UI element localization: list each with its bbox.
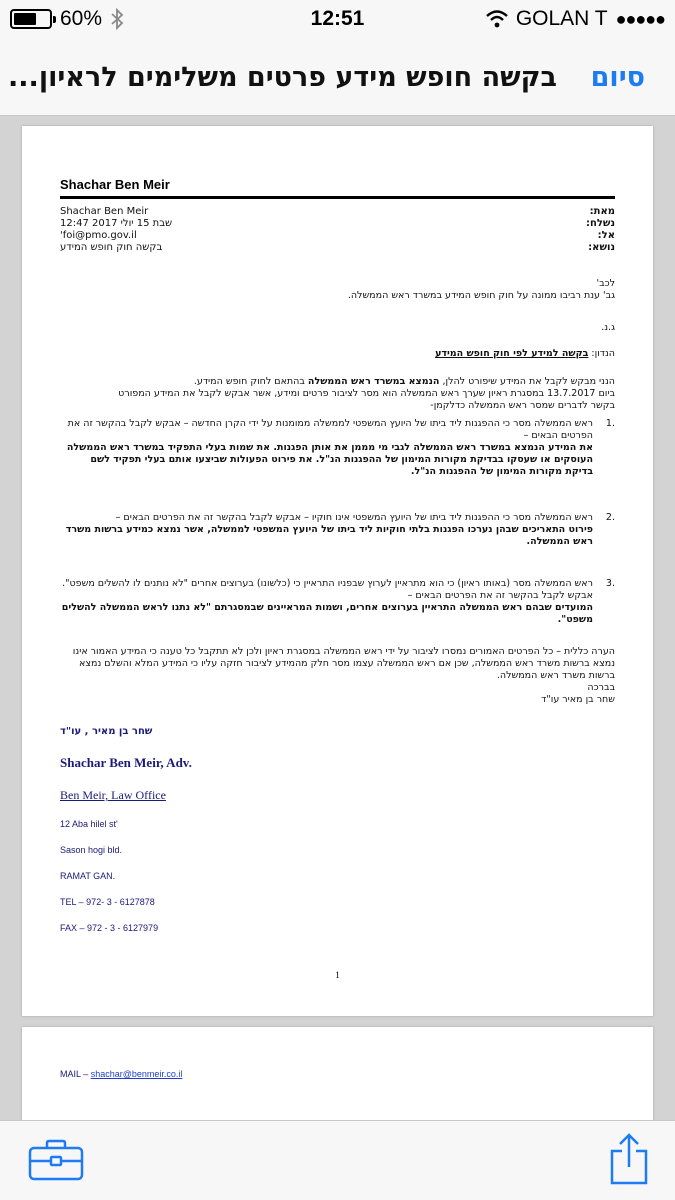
- item-number: .2: [605, 512, 615, 523]
- intro-line-2: ביום 13.7.2017 במסגרת ראיון שערך ראש הממשלה הוא מסר לציבור פרטים ומידע, אשר אבקש לקבל את המידע המפורט: [118, 388, 615, 399]
- signed-by: שחר בן מאיר עו"ד: [541, 694, 615, 705]
- letter-greeting: [60, 278, 615, 302]
- signature-name: Shachar Ben Meir, Adv.: [60, 755, 192, 770]
- subject-line: [60, 348, 615, 360]
- bottom-toolbar: [0, 1120, 675, 1200]
- item-bold: פירוט התאריכים שבהן נערכו הפגנות בלתי חוקיות ליד ביתו של היועץ המשפטי לממשלה, אשר נמצא כמידע ברשות משרד ראש הממשלה.: [65, 524, 593, 547]
- signature-mail: [60, 1069, 182, 1079]
- signature-city: RAMAT GAN.: [60, 871, 116, 881]
- briefcase-icon[interactable]: [28, 1139, 84, 1181]
- request-item-2: [60, 512, 615, 548]
- meta-row-from: [60, 206, 615, 218]
- meta-label: נושא:: [588, 242, 615, 253]
- item-bold: המועדים שבהם ראש הממשלה התראיין בערוצים אחרים, ושמות המראיינים שבמסגרתם "לא נתנו לראש הממשלה להשלים משפט".: [61, 602, 593, 625]
- status-time: 12:51: [310, 7, 365, 30]
- request-item-1: [60, 418, 615, 478]
- page-number: 1: [335, 970, 340, 980]
- meta-value: Shachar Ben Meir: [60, 206, 149, 217]
- wifi-icon: [486, 10, 508, 28]
- signature-address-1: 12 Aba hilel st': [60, 819, 118, 829]
- intro-text-bold: הנמצא במשרד ראש הממשלה: [307, 376, 440, 387]
- intro-line-1: [60, 376, 615, 388]
- meta-row-subject: [60, 242, 615, 254]
- meta-row-to: [60, 230, 615, 242]
- signal-dots: ●●●●●: [615, 8, 665, 29]
- intro-paragraph: [60, 376, 615, 412]
- item-plain: ראש הממשלה מסר כי ההפגנות ליד ביתו של היועץ המשפטי אינו חוקיו – אבקש לקבל בהקשר זה את הפרטים הבאים –: [115, 512, 593, 523]
- subject-text: בקשה למידע לפי חוק חופש המידע: [435, 348, 589, 359]
- item-plain: ראש הממשלה מסר (באותו ראיון) כי הוא מתראיין לערוץ שבפניו התראיין כי (כלשונו) בערוצים אחרים "לא נותנים לו להשלים משפט". אבקש לקבל בהקשר זה את הפרטים הבאים –: [62, 578, 593, 601]
- email-signature: [60, 726, 360, 933]
- meta-value: בקשה חוק חופש המידע: [60, 242, 163, 253]
- email-meta: [60, 206, 615, 254]
- done-button[interactable]: סיום: [590, 62, 645, 93]
- share-icon[interactable]: [608, 1133, 650, 1185]
- signature-office-link[interactable]: Ben Meir, Law Office: [60, 788, 166, 802]
- item-bold: את המידע הנמצא במשרד ראש הממשלה לגבי מי מממן את אותן הפגנות. את שמות בעלי התפקיד במשרד ראש הממשלה העוסקים או שעסקו בבדיקת מקורות המימון של ההפגנות הנ"ל. את פירוט הפעולות שביצעו אותם בעלי תפקיד לשם בדיקת מקורות המימון של ההפגנות הנ"ל.: [66, 442, 593, 477]
- meta-row-sent: [60, 218, 615, 230]
- document-title: בקשה חופש מידע פרטים משלימים לראיון...: [8, 62, 557, 93]
- status-right: [486, 7, 665, 31]
- item-plain: ראש הממשלה מסר כי ההפגנות ליד ביתו של היועץ המשפטי לממשלה ממומנות על ידי הקרן החדשה – אבקש לקבל בהקשר זה את הפרטים הבאים –: [67, 418, 593, 441]
- intro-text: הנני מבקש לקבל את המידע שיפורט להלן,: [442, 376, 615, 387]
- document-page-1: [22, 126, 653, 1016]
- subject-prefix: הנדון:: [591, 348, 615, 359]
- doc-header-name: Shachar Ben Meir: [60, 177, 615, 199]
- mail-link[interactable]: shachar@benmeir.co.il: [90, 1069, 183, 1079]
- item-number: .1: [605, 418, 615, 429]
- mail-prefix: MAIL –: [60, 1069, 89, 1079]
- signature-address-2: Sason hogi bld.: [60, 845, 123, 855]
- signature-fax: FAX – 972 - 3 - 6127979: [60, 923, 159, 933]
- signature-hebrew: שחר בן מאיר , עו"ד: [60, 726, 153, 737]
- meta-value: שבת 15 יולי 2017 12:47: [60, 218, 173, 229]
- nav-bar: [0, 38, 675, 116]
- recipient: גב' ענת רביבו ממונה על חוק חופש המידע במשרד ראש הממשלה.: [347, 290, 615, 301]
- regards: בברכה: [587, 682, 615, 693]
- battery-percent: 60%: [60, 7, 103, 30]
- carrier-name: GOLAN T: [515, 7, 608, 30]
- meta-value: foi@pmo.gov.il': [60, 230, 137, 241]
- gg-line: ג.נ.: [601, 322, 615, 333]
- closing-paragraph: [60, 646, 615, 706]
- status-bar: [0, 0, 675, 38]
- meta-label: נשלח:: [585, 218, 615, 229]
- item-number: .3: [605, 578, 615, 589]
- meta-label: אל:: [597, 230, 615, 241]
- greeting: לכב': [596, 278, 615, 289]
- request-item-3: [60, 578, 615, 626]
- closing-note: הערה כללית – כל הפרטים האמורים נמסרו לציבור על ידי ראש הממשלה במסגרת ראיון ולכן לא תתקבל כל טענה כי המידע האמור אינו נמצא ברשות משרד ראש הממשלה, שכן אם ראש הממשלה עצמו מסר חלק מהמידע לציבור חזקה עליו כי המידע המלא והשלם נמצא ברשות משרד ראש הממשלה.: [72, 646, 615, 681]
- intro-text: בהתאם לחוק חופש המידע.: [193, 376, 305, 387]
- intro-line-3: בקשר לדברים שמסר ראש הממשלה כדלקמן-: [430, 400, 615, 411]
- meta-label: מאת:: [589, 206, 615, 217]
- signature-tel: TEL – 972- 3 - 6127878: [60, 897, 155, 907]
